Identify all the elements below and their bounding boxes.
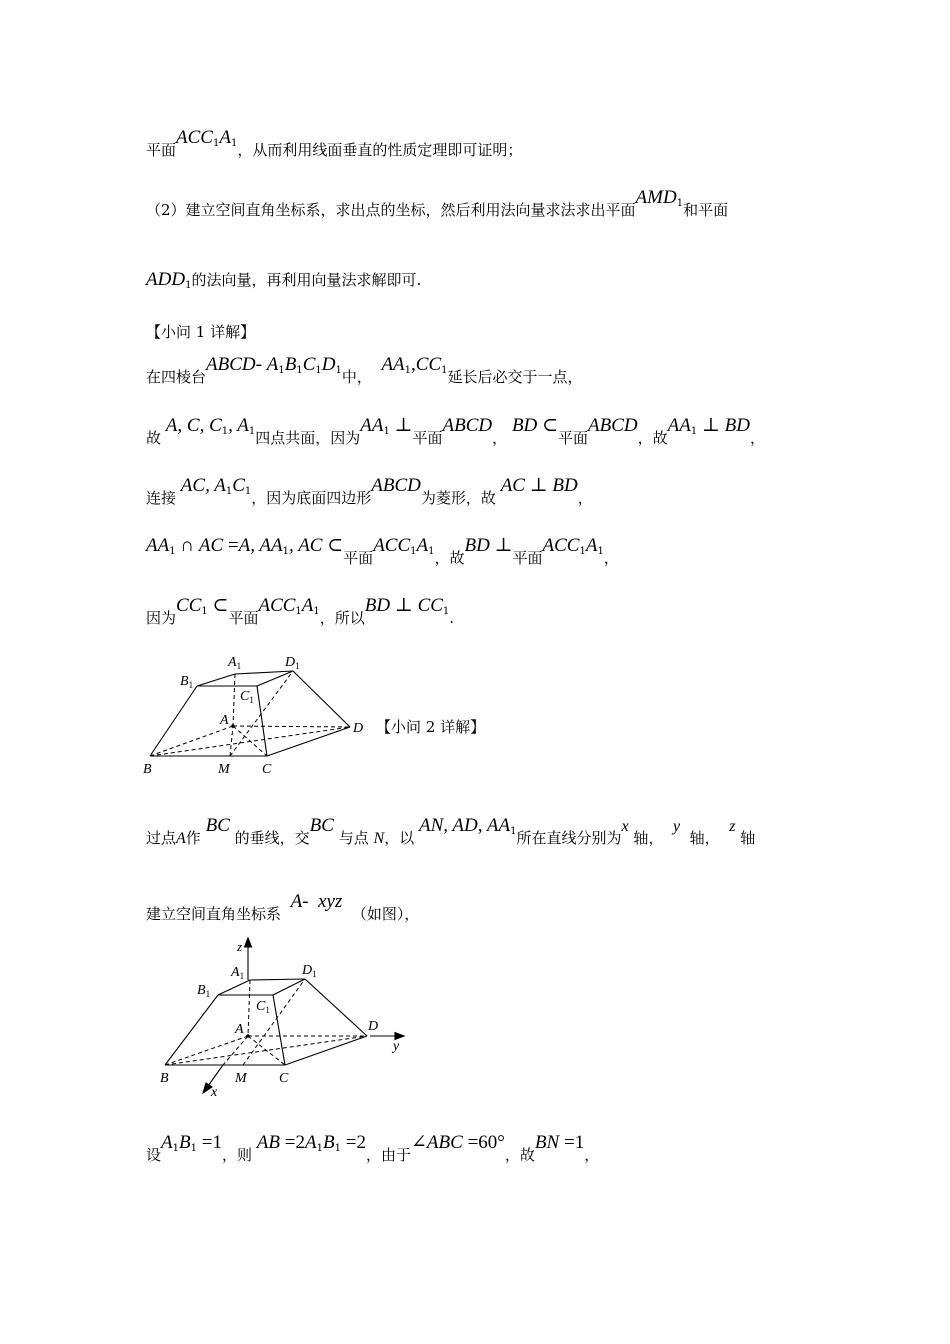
text: 延长后必交于一点， [447, 368, 583, 386]
subscript: 1 [201, 606, 208, 617]
math: BD [552, 475, 578, 496]
text-line-8 [146, 595, 455, 636]
math: =1 [563, 1132, 585, 1153]
text: 所在直线分别为 [516, 829, 622, 847]
math: A [161, 1132, 173, 1153]
section-heading-2 [376, 715, 485, 739]
edge-d-d1 [305, 979, 367, 1036]
math: =2 [284, 1132, 305, 1153]
math: AMD [635, 187, 677, 208]
label-a1: $A_1$ [231, 965, 245, 981]
label-y: y [393, 1039, 400, 1054]
line-m-d1 [243, 979, 305, 1065]
label-c1: $C_1$ [256, 999, 270, 1015]
math: AA [360, 415, 384, 436]
math: AN, AD, AA [419, 815, 511, 836]
subscript: 1 [248, 426, 256, 437]
math: B [179, 1132, 191, 1153]
math: BD [464, 535, 490, 556]
text: ， [577, 489, 593, 507]
subscript: 1 [278, 365, 285, 376]
edge-b1-a1 [218, 980, 250, 995]
text: 过点 [146, 829, 177, 847]
text-line-9 [146, 815, 756, 856]
text: 与点 [338, 829, 369, 847]
math: =60° [467, 1132, 505, 1153]
edge-d1-c1 [273, 979, 305, 995]
label-z: z [237, 939, 243, 954]
label-m: M [218, 762, 230, 777]
text: 轴， [689, 829, 720, 847]
math: CC [415, 354, 442, 375]
text: ， [603, 549, 619, 567]
label-c: C [262, 762, 272, 777]
math: BD [724, 415, 750, 436]
subscript: 1 [676, 198, 684, 209]
text: 平面 [343, 549, 374, 567]
math: C [232, 475, 245, 496]
subscript: 1 [579, 546, 586, 557]
math: ACC [258, 595, 296, 616]
label-d1: $D_1$ [285, 655, 300, 671]
z-arrow [245, 938, 252, 947]
math: ∠ [410, 1132, 427, 1153]
edge-d-d1 [293, 671, 350, 727]
math: A, C, C [165, 415, 222, 436]
edge-a1-a [233, 674, 235, 726]
text: 在四棱台 [146, 368, 207, 386]
subscript: 1 [316, 1143, 323, 1154]
math: ABCD [588, 415, 638, 436]
line-m-a [230, 726, 233, 756]
edge-a1-d1 [235, 671, 293, 674]
math: , A [228, 415, 249, 436]
math: z [729, 818, 736, 835]
math: =1 [201, 1132, 222, 1153]
label-b: B [143, 762, 152, 777]
math: ⊂ [542, 415, 558, 436]
math: CC [176, 595, 202, 616]
math: ⊥ [494, 535, 513, 556]
math: N [373, 830, 385, 847]
math: BC [309, 815, 334, 836]
edge-a-d [233, 726, 350, 727]
label-a: A [235, 1022, 244, 1037]
math: A [219, 127, 231, 148]
math: - [255, 354, 262, 375]
text: 和平面 [683, 201, 729, 219]
label-x: x [211, 1085, 218, 1100]
text-line-2 [146, 187, 729, 228]
text-line-6 [146, 475, 593, 516]
subscript: 1 [315, 365, 322, 376]
edge-b1-a1 [197, 674, 235, 686]
subscript: 1 [428, 546, 435, 557]
label-d: D [368, 1019, 379, 1034]
subscript: 1 [190, 1143, 197, 1154]
text: ，所以 [319, 609, 365, 627]
text: 平面 [228, 609, 259, 627]
text: 【小问 1 详解】 [146, 323, 256, 341]
edge-c-d [285, 1036, 367, 1065]
math: A, AA [238, 535, 283, 556]
math: ⊂ [327, 535, 344, 556]
edge-b-a [150, 726, 233, 756]
text: ，从而利用线面垂直的性质定理即可证明； [237, 141, 523, 159]
text: 平面 [512, 549, 543, 567]
text: ， [749, 429, 765, 447]
math: y [672, 818, 681, 835]
math: ABCD [371, 475, 421, 496]
subscript: 1 [510, 826, 517, 837]
math: ADD [146, 269, 186, 290]
math: A [301, 595, 314, 616]
subscript: 1 [225, 486, 233, 497]
text: ，因为底面四边形 [251, 489, 372, 507]
edge-b-a [165, 1036, 248, 1065]
math: B [284, 354, 297, 375]
x-axis [208, 1065, 223, 1086]
text-line-1 [146, 127, 523, 168]
edge-b-b1 [150, 686, 197, 756]
point-a [246, 1034, 250, 1038]
text: 轴， [633, 829, 664, 847]
subscript: 1 [172, 1143, 179, 1154]
text: 为菱形，故 [420, 489, 496, 507]
text: 设 [146, 1146, 162, 1164]
subscript: 1 [410, 546, 417, 557]
math: A [585, 535, 598, 556]
math: , [411, 354, 416, 375]
text: 故 [146, 429, 162, 447]
subscript: 1 [185, 280, 192, 291]
math: , AC [289, 535, 323, 556]
label-d1: $D_1$ [302, 963, 317, 979]
label-d: D [353, 721, 364, 736]
math: BC [205, 815, 230, 836]
label-m: M [235, 1071, 247, 1086]
text: 建立空间直角坐标系 [146, 905, 282, 923]
subscript: 1 [169, 546, 176, 557]
diag-b-d [150, 727, 350, 756]
math: x [621, 818, 629, 835]
text: ，故 [637, 429, 668, 447]
subscript: 1 [282, 546, 290, 557]
x-axis-hidden [223, 1036, 248, 1065]
text-line-3 [146, 268, 421, 298]
math: =2 [345, 1132, 366, 1153]
math: xyz [318, 891, 343, 912]
math: ACC [373, 535, 411, 556]
subscript: 1 [334, 1143, 341, 1154]
math: B [322, 1132, 335, 1153]
edge-d1-c1 [257, 671, 293, 686]
math: AA [381, 354, 405, 375]
subscript: 1 [296, 365, 303, 376]
text: 作 [185, 829, 201, 847]
subscript: 1 [212, 138, 220, 149]
math: AC, A [180, 475, 226, 496]
label-c1: $C_1$ [240, 689, 254, 705]
frustum-figure-2 [155, 936, 415, 1100]
text: ，则 [221, 1146, 252, 1164]
text: ，故 [504, 1146, 535, 1164]
math: ACC [176, 127, 213, 148]
math: = [227, 535, 239, 556]
subscript: 1 [230, 138, 238, 149]
text-line-7 [146, 535, 619, 576]
math: ⊥ [702, 415, 720, 436]
text: 平面 [557, 429, 588, 447]
text: 的垂线，交 [234, 829, 310, 847]
label-b1: $B_1$ [197, 983, 211, 999]
math: AC [500, 475, 525, 496]
text-line-11 [146, 1132, 600, 1173]
math: A [305, 1132, 317, 1153]
math: AC [198, 535, 224, 556]
math: - [302, 891, 309, 912]
math: A [290, 891, 303, 912]
edge-a1-d1 [250, 979, 305, 980]
text: 平面 [146, 141, 177, 159]
subscript: 1 [441, 365, 448, 376]
subscript: 1 [383, 426, 390, 437]
subscript: 1 [313, 606, 320, 617]
point-a [231, 724, 235, 728]
text: （2）建立空间直角坐标系，求出点的坐标，然后利用法向量求法求出平面 [146, 201, 636, 219]
math: CC [417, 595, 443, 616]
text: 轴 [740, 829, 756, 847]
edge-a1-a [248, 980, 250, 1036]
subscript: 1 [597, 546, 604, 557]
math: D [321, 354, 336, 375]
subscript: 1 [295, 606, 302, 617]
subscript: 1 [335, 365, 342, 376]
math: ⊥ [394, 595, 413, 616]
edge-c-c1 [257, 686, 267, 756]
text: 因为 [146, 609, 177, 627]
math: ABCD [442, 415, 493, 436]
math: ⊂ [212, 595, 229, 616]
math: ⊥ [529, 475, 548, 496]
subscript: 1 [221, 426, 229, 437]
text: 连接 [146, 489, 177, 507]
text: ，故 [434, 549, 465, 567]
text: ， [584, 1146, 600, 1164]
math: A [266, 354, 279, 375]
math: ABC [426, 1132, 463, 1153]
text: 四点共面，因为 [255, 429, 361, 447]
math: AA [146, 535, 170, 556]
text: . [449, 609, 455, 627]
math: C [302, 354, 316, 375]
text: ，以 [384, 829, 415, 847]
math: BD [511, 415, 538, 436]
math: ACC [542, 535, 580, 556]
math: ABCD [206, 354, 256, 375]
math: ⊥ [394, 415, 413, 436]
math: AB [256, 1132, 280, 1153]
label-a1: $A_1$ [228, 655, 242, 671]
text: （如图）， [351, 905, 420, 923]
subscript: 1 [442, 606, 450, 617]
math: ∩ [180, 535, 195, 556]
label-c: C [279, 1071, 289, 1086]
edge-c-c1 [273, 995, 285, 1065]
math: AA [667, 415, 691, 436]
subscript: 1 [404, 365, 412, 376]
text: 【小问 2 详解】 [376, 718, 486, 736]
edge-c-d [267, 727, 350, 756]
label-a: A [220, 713, 229, 728]
math: BN [534, 1132, 560, 1153]
edge-b-b1 [165, 995, 218, 1065]
math: BD [364, 595, 391, 616]
text: ， [492, 429, 508, 447]
label-b: B [160, 1071, 169, 1086]
text-line-4 [146, 354, 583, 395]
text-line-10 [146, 891, 420, 926]
subscript: 1 [244, 486, 252, 497]
text-line-5 [146, 415, 765, 456]
text: 平面 [412, 429, 443, 447]
math: A [416, 535, 429, 556]
text: 中， [341, 368, 372, 386]
label-b1: $B_1$ [180, 674, 194, 690]
section-heading-1 [146, 320, 255, 344]
math: A [176, 830, 186, 847]
text: ，由于 [365, 1146, 411, 1164]
text: 的法向量，再利用向量法求解即可. [191, 271, 422, 289]
subscript: 1 [690, 426, 698, 437]
frustum-figure-1 [140, 648, 380, 780]
